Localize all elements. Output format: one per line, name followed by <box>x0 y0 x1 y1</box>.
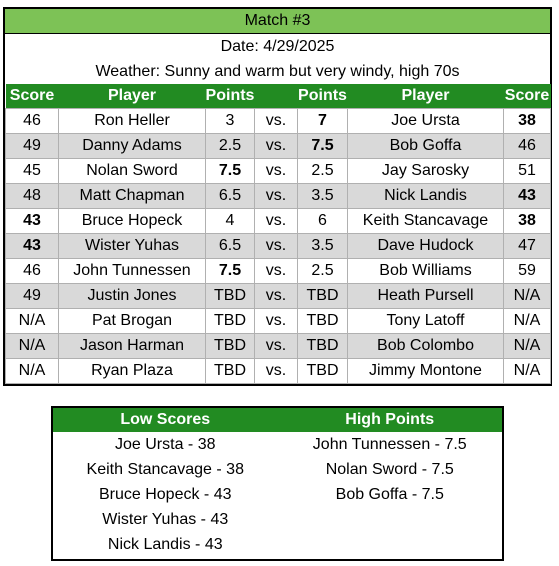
score-left: N/A <box>6 309 59 334</box>
score-right: N/A <box>504 334 551 359</box>
table-row <box>6 359 551 384</box>
score-right: N/A <box>504 284 551 309</box>
vs-label: vs. <box>255 284 298 309</box>
points-left: TBD <box>206 334 255 359</box>
score-left: 45 <box>6 159 59 184</box>
score-left: 46 <box>6 259 59 284</box>
table-row <box>6 334 551 359</box>
score-left: 49 <box>6 284 59 309</box>
low-scores-title: Low Scores <box>120 411 211 428</box>
header-score-left: Score <box>6 84 59 109</box>
summary-header <box>53 408 502 432</box>
vs-label: vs. <box>255 134 298 159</box>
points-right: 6 <box>298 209 348 234</box>
points-right: 7 <box>298 109 348 134</box>
low-score-item: Joe Ursta - 38 <box>115 436 216 453</box>
points-left: TBD <box>206 284 255 309</box>
high-points-item: Bob Goffa - 7.5 <box>335 486 444 503</box>
points-left: 3 <box>206 109 255 134</box>
player-right: Dave Hudock <box>348 234 504 259</box>
vs-label: vs. <box>255 234 298 259</box>
player-right: Jay Sarosky <box>348 159 504 184</box>
score-left: 46 <box>6 109 59 134</box>
player-left: Ron Heller <box>59 109 206 134</box>
player-right: Heath Pursell <box>348 284 504 309</box>
points-right: 3.5 <box>298 184 348 209</box>
player-right: Bob Colombo <box>348 334 504 359</box>
score-left: N/A <box>6 334 59 359</box>
low-score-item: Bruce Hopeck - 43 <box>98 486 232 503</box>
points-left: 2.5 <box>206 134 255 159</box>
player-left: Justin Jones <box>59 284 206 309</box>
table-row <box>6 109 551 134</box>
vs-label: vs. <box>255 309 298 334</box>
table-row <box>6 209 551 234</box>
points-left: TBD <box>206 309 255 334</box>
match-weather: Weather: Sunny and warm but very windy, high 70s <box>95 63 460 80</box>
points-left: TBD <box>206 359 255 384</box>
player-left: Danny Adams <box>59 134 206 159</box>
score-left: 43 <box>6 234 59 259</box>
points-right: TBD <box>298 359 348 384</box>
player-right: Joe Ursta <box>348 109 504 134</box>
table-row <box>6 309 551 334</box>
player-right: Jimmy Montone <box>348 359 504 384</box>
summary-panel <box>51 406 504 561</box>
points-right: TBD <box>298 334 348 359</box>
player-left: Matt Chapman <box>59 184 206 209</box>
header-points-right: Points <box>298 84 348 109</box>
points-left: 6.5 <box>206 184 255 209</box>
header-points-left: Points <box>206 84 255 109</box>
points-right: 2.5 <box>298 159 348 184</box>
table-row <box>6 184 551 209</box>
low-score-item: Nick Landis - 43 <box>107 536 223 553</box>
header-vs-spacer <box>255 84 298 109</box>
match-date: Date: 4/29/2025 <box>220 38 335 55</box>
points-right: 3.5 <box>298 234 348 259</box>
table-row <box>6 259 551 284</box>
player-left: Nolan Sword <box>59 159 206 184</box>
score-right: 38 <box>504 109 551 134</box>
score-right: 43 <box>504 184 551 209</box>
vs-label: vs. <box>255 109 298 134</box>
score-right: 46 <box>504 134 551 159</box>
table-row <box>6 159 551 184</box>
match-results-panel <box>3 7 552 386</box>
player-left: John Tunnessen <box>59 259 206 284</box>
low-score-item: Wister Yuhas - 43 <box>102 511 229 528</box>
score-left: 48 <box>6 184 59 209</box>
player-left: Jason Harman <box>59 334 206 359</box>
low-score-item: Keith Stancavage - 38 <box>86 461 244 478</box>
player-left: Wister Yuhas <box>59 234 206 259</box>
score-left: 49 <box>6 134 59 159</box>
player-right: Tony Latoff <box>348 309 504 334</box>
points-right: TBD <box>298 284 348 309</box>
score-left: 43 <box>6 209 59 234</box>
high-points-item: Nolan Sword - 7.5 <box>325 461 454 478</box>
header-player-right: Player <box>348 84 504 109</box>
points-left: 6.5 <box>206 234 255 259</box>
table-row <box>6 134 551 159</box>
player-left: Bruce Hopeck <box>59 209 206 234</box>
player-right: Bob Williams <box>348 259 504 284</box>
points-right: 2.5 <box>298 259 348 284</box>
header-score-right: Score <box>504 84 551 109</box>
points-right: 7.5 <box>298 134 348 159</box>
score-right: 51 <box>504 159 551 184</box>
points-left: 7.5 <box>206 259 255 284</box>
score-right: 38 <box>504 209 551 234</box>
table-row <box>6 234 551 259</box>
low-scores-list <box>53 432 278 557</box>
player-left: Ryan Plaza <box>59 359 206 384</box>
score-right: 59 <box>504 259 551 284</box>
points-left: 4 <box>206 209 255 234</box>
vs-label: vs. <box>255 209 298 234</box>
vs-label: vs. <box>255 159 298 184</box>
results-table <box>5 84 551 384</box>
player-left: Pat Brogan <box>59 309 206 334</box>
match-title: Match #3 <box>5 9 550 34</box>
high-points-item: John Tunnessen - 7.5 <box>312 436 467 453</box>
high-points-title: High Points <box>345 411 435 428</box>
table-row <box>6 284 551 309</box>
vs-label: vs. <box>255 359 298 384</box>
player-right: Nick Landis <box>348 184 504 209</box>
player-right: Bob Goffa <box>348 134 504 159</box>
results-header-row <box>6 84 551 109</box>
score-right: 47 <box>504 234 551 259</box>
points-left: 7.5 <box>206 159 255 184</box>
vs-label: vs. <box>255 334 298 359</box>
score-right: N/A <box>504 309 551 334</box>
points-right: TBD <box>298 309 348 334</box>
score-right: N/A <box>504 359 551 384</box>
vs-label: vs. <box>255 259 298 284</box>
score-left: N/A <box>6 359 59 384</box>
player-right: Keith Stancavage <box>348 209 504 234</box>
header-player-left: Player <box>59 84 206 109</box>
high-points-list <box>278 432 503 557</box>
vs-label: vs. <box>255 184 298 209</box>
